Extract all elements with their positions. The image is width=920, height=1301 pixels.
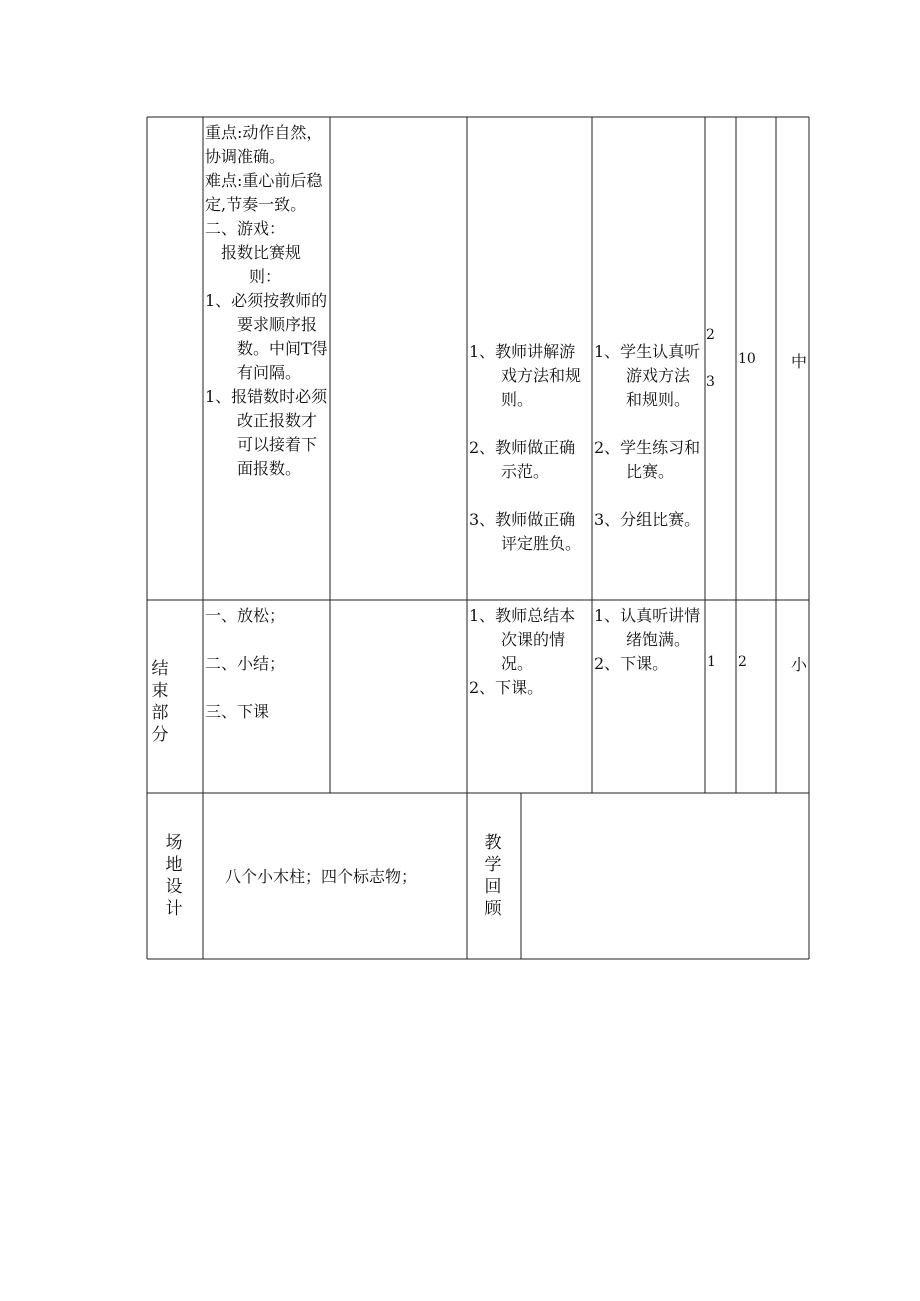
content-line: 重点:动作自然，协调准确。 bbox=[205, 123, 323, 166]
end-section-label: 结束部分 bbox=[151, 659, 169, 745]
teacher-activity: 3、教师做正确评定胜负。 bbox=[469, 510, 582, 553]
site-section-label: 场地设计 bbox=[165, 833, 183, 919]
game-content-cell bbox=[205, 121, 329, 481]
game-count-a: 2 bbox=[706, 327, 715, 343]
student-activity: 2、下课。 bbox=[594, 654, 669, 673]
end-minutes: 2 bbox=[738, 654, 747, 670]
student-activity: 1、认真听讲情绪饱满。 bbox=[594, 606, 701, 649]
teacher-activity: 1、教师讲解游戏方法和规则。 bbox=[469, 342, 582, 409]
content-line: 报数比赛规 bbox=[221, 243, 302, 262]
teacher-activity: 2、教师做正确示范。 bbox=[469, 438, 576, 481]
content-line: 则： bbox=[249, 267, 282, 286]
end-intensity: 小 bbox=[791, 655, 808, 674]
content-line: 1、报错数时必须改正报数才可以接着下面报数。 bbox=[205, 387, 328, 478]
content-line: 一、放松； bbox=[205, 606, 286, 625]
content-line: 难点:重心前后稳定,节奏一致。 bbox=[205, 171, 323, 214]
game-count-b: 3 bbox=[706, 374, 715, 390]
review-content bbox=[525, 800, 805, 950]
review-label: 教学回顾 bbox=[484, 833, 502, 919]
teacher-activity: 2、下课。 bbox=[469, 678, 544, 697]
content-line: 二、游戏： bbox=[205, 219, 286, 238]
end-teacher-cell bbox=[469, 604, 591, 700]
student-activity: 2、学生练习和比赛。 bbox=[594, 438, 701, 481]
student-activity: 3、分组比赛。 bbox=[594, 510, 701, 529]
content-line: 二、小结； bbox=[205, 654, 286, 673]
end-content-cell bbox=[205, 604, 329, 724]
end-student-cell bbox=[594, 604, 702, 676]
game-teacher-cell bbox=[469, 340, 591, 556]
game-student-cell bbox=[594, 340, 702, 532]
content-line: 1、必须按教师的要求顺序报数。中间T得有问隔。 bbox=[205, 291, 328, 382]
end-count: 1 bbox=[707, 654, 716, 670]
site-content: 八个小木柱；四个标志物； bbox=[225, 867, 418, 886]
content-line: 三、下课 bbox=[205, 702, 270, 721]
teacher-activity: 1、教师总结本次课的情况。 bbox=[469, 606, 576, 673]
game-minutes: 10 bbox=[738, 351, 756, 367]
student-activity: 1、学生认真听游戏方法和规则。 bbox=[594, 342, 701, 409]
game-intensity: 中 bbox=[791, 352, 808, 371]
